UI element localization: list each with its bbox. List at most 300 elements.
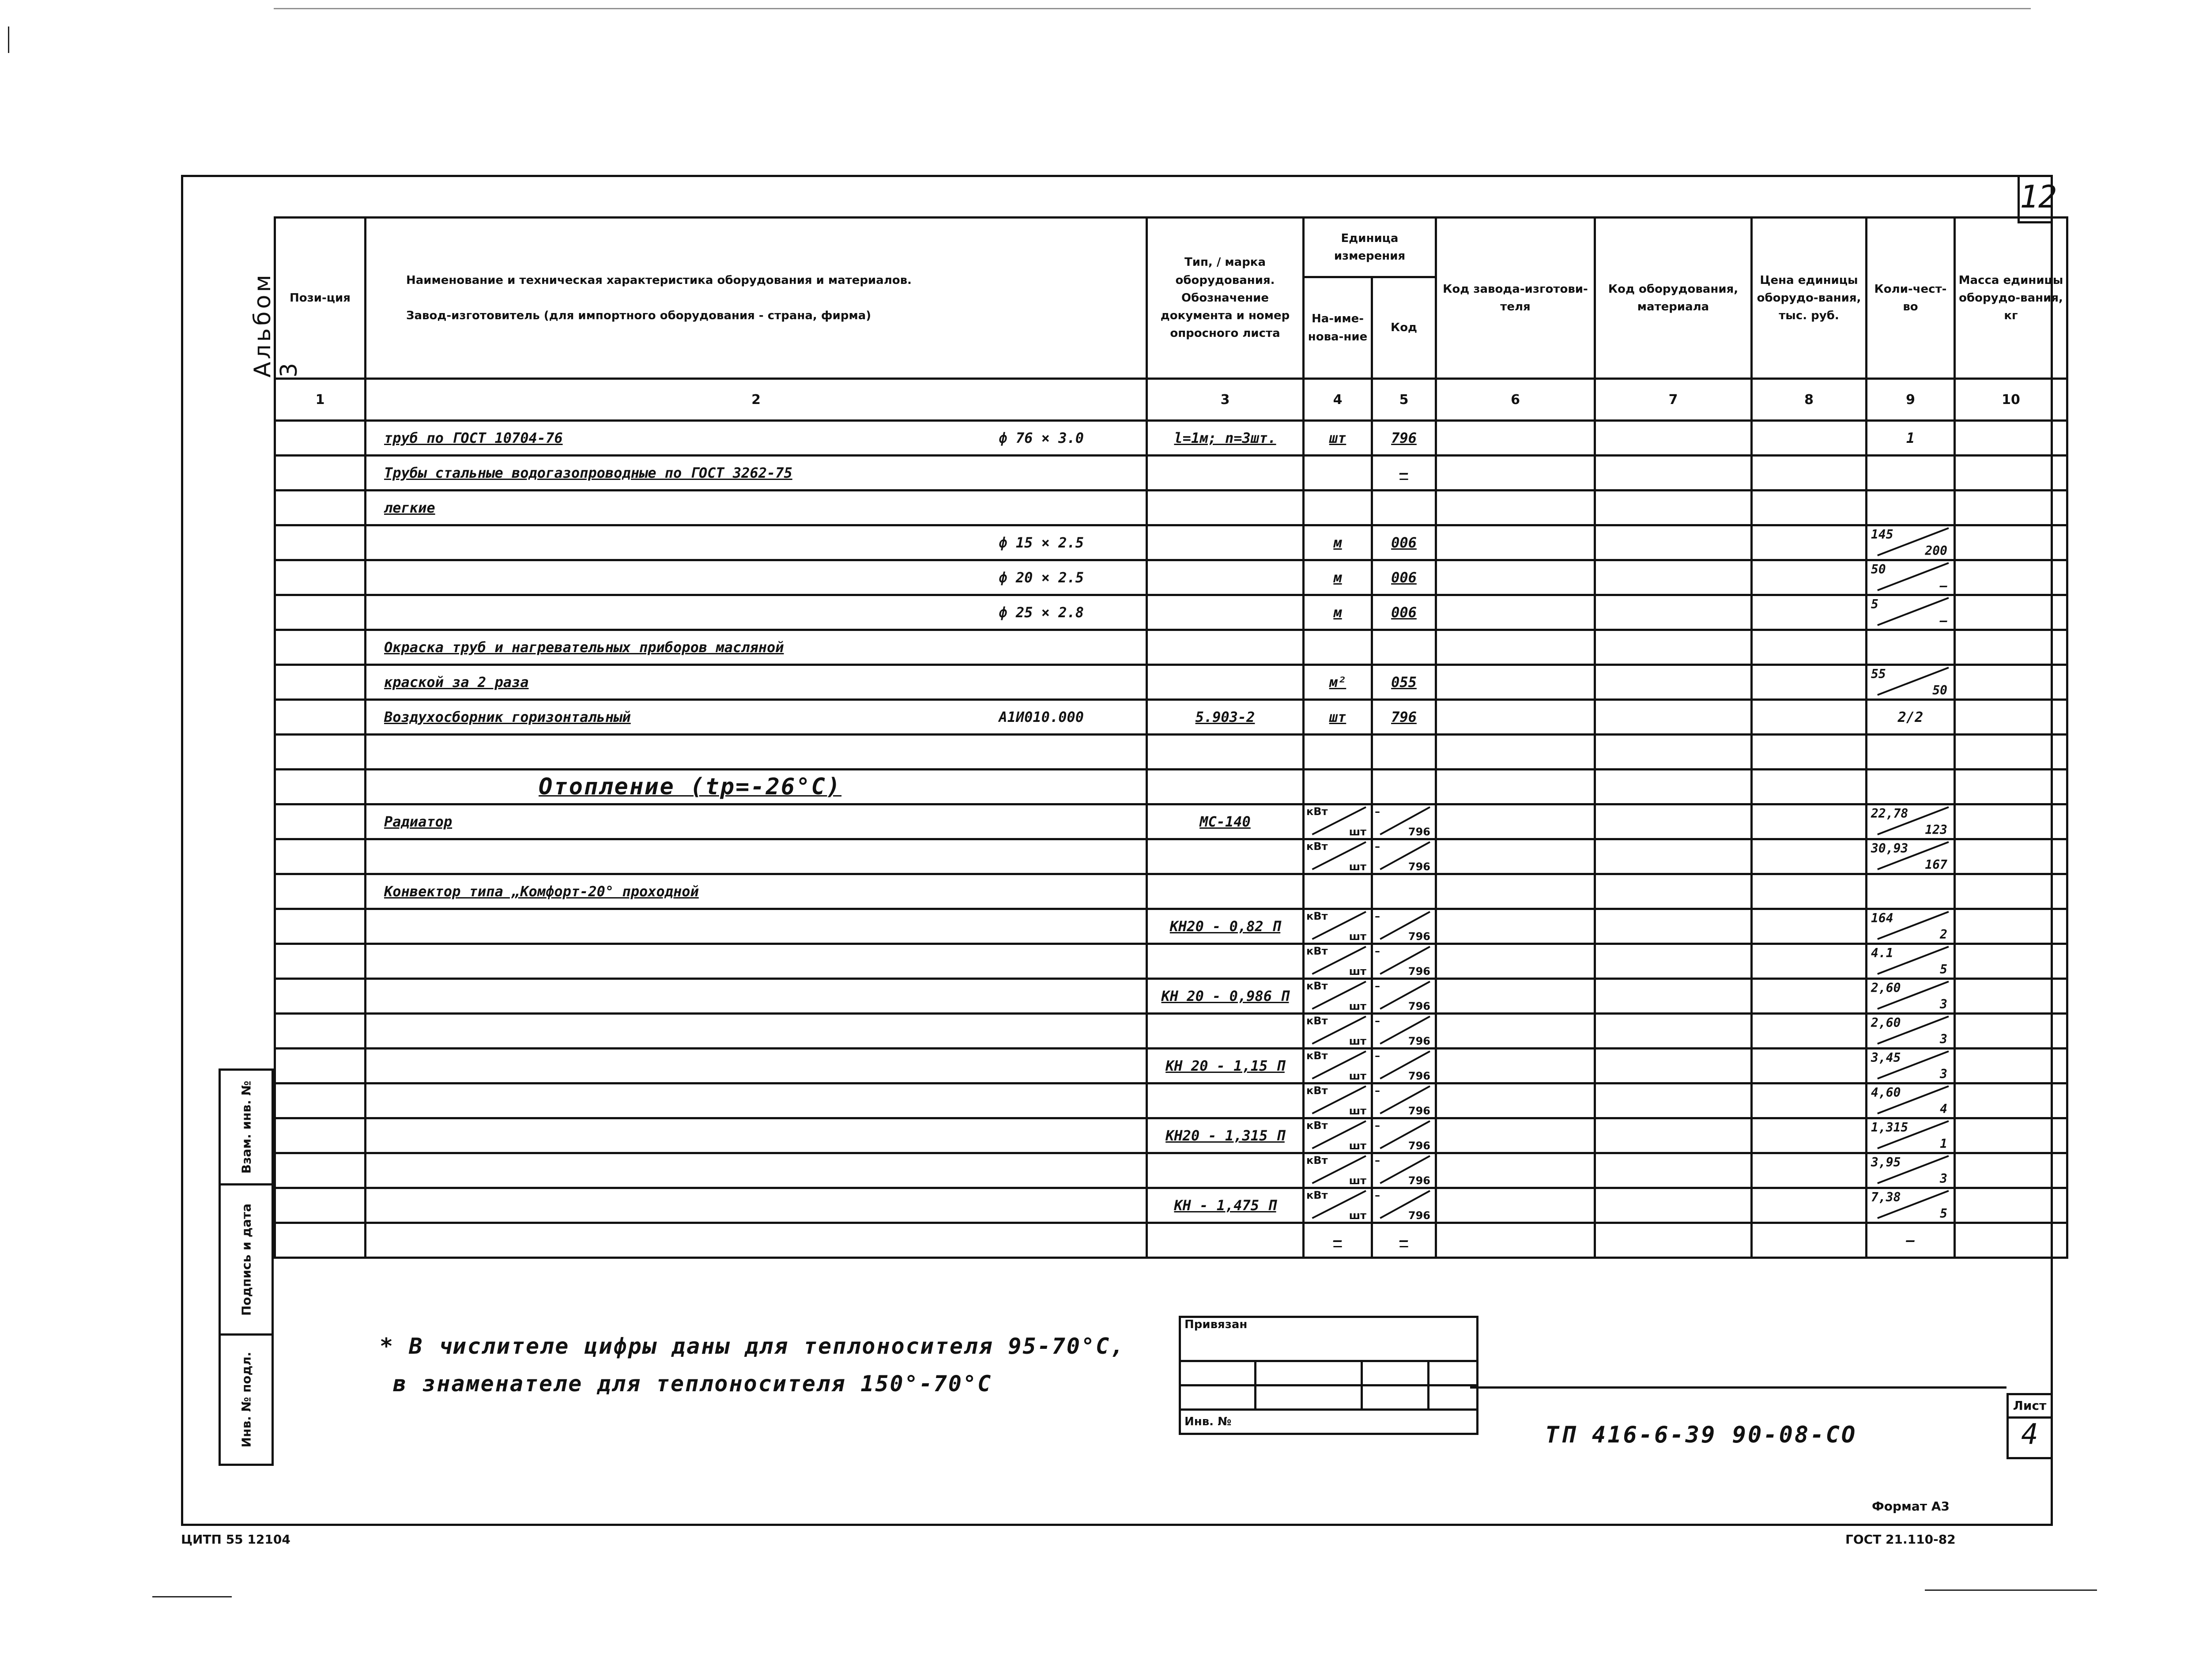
unit-top: кВт: [1306, 840, 1328, 853]
cell-quantity: [1867, 874, 1955, 909]
code-fraction: [1373, 1015, 1435, 1047]
specification-table: [274, 216, 2068, 1259]
cell-equipment-code: [1595, 735, 1752, 770]
cell-code: [1372, 1084, 1436, 1118]
cell-price: [1752, 560, 1867, 595]
unit-top: кВт: [1306, 1050, 1328, 1062]
cell-equipment-code: [1595, 839, 1752, 874]
code-bottom: 796: [1408, 1174, 1430, 1187]
cell-code: [1372, 630, 1436, 665]
code-top: –: [1375, 980, 1380, 992]
side-cell-inv-repl: [221, 1071, 272, 1185]
cell-quantity: [1867, 1223, 1955, 1258]
scan-line-left: [8, 26, 9, 53]
cell-name: [366, 1084, 1147, 1118]
quantity-fraction: [1867, 910, 1954, 943]
type-text: КН - 1,475 П: [1174, 1197, 1276, 1214]
quantity-numerator: 4.1: [1871, 946, 1893, 960]
cell-type: [1147, 735, 1304, 770]
unit-bottom: шт: [1349, 1105, 1366, 1117]
cell-quantity: [1867, 595, 1955, 630]
cell-equipment-code: [1595, 979, 1752, 1014]
cell-quantity: [1867, 1049, 1955, 1084]
cell-code: [1372, 1118, 1436, 1153]
quantity-fraction: [1867, 526, 1954, 559]
unit-bottom: шт: [1349, 1070, 1366, 1082]
header-price: Цена единицы оборудо-вания, тыс. руб.: [1752, 218, 1867, 379]
name-size: ф 15 × 2.5: [999, 534, 1084, 551]
quantity-fraction: [1867, 561, 1954, 594]
table-row: [275, 839, 2067, 874]
cell-name: [366, 665, 1147, 700]
cell-position: [275, 1049, 366, 1084]
cell-factory-code: [1436, 1153, 1595, 1188]
cell-quantity: [1867, 1153, 1955, 1188]
cell-name: [366, 770, 1147, 804]
unit-text: шт: [1329, 709, 1346, 725]
cell-name: [366, 839, 1147, 874]
code-bottom: 796: [1408, 1105, 1430, 1117]
cell-mass: [1955, 874, 2067, 909]
cell-equipment-code: [1595, 1188, 1752, 1223]
cell-price: [1752, 421, 1867, 456]
table-row: [275, 1223, 2067, 1258]
table-row: [275, 804, 2067, 839]
cell-mass: [1955, 1014, 2067, 1049]
cell-code: [1372, 804, 1436, 839]
cell-factory-code: [1436, 1188, 1595, 1223]
code-fraction: [1373, 980, 1435, 1012]
cell-type: [1147, 1084, 1304, 1118]
cell-factory-code: [1436, 491, 1595, 525]
cell-position: [275, 630, 366, 665]
cell-position: [275, 1084, 366, 1118]
quantity-denominator: 2: [1940, 927, 1947, 942]
unit-bottom: шт: [1349, 1035, 1366, 1047]
header-unit-group: Единица измерения: [1304, 218, 1436, 277]
cell-factory-code: [1436, 1049, 1595, 1084]
cell-factory-code: [1436, 944, 1595, 979]
cell-position: [275, 421, 366, 456]
col-num: 10: [1955, 379, 2067, 421]
cell-unit: [1304, 735, 1372, 770]
footnote-line1: * В числителе цифры даны для теплоносителя 95-70°С,: [380, 1333, 1125, 1359]
name-text: краской за 2 раза: [384, 674, 529, 691]
cell-name: [366, 421, 1147, 456]
cell-price: [1752, 874, 1867, 909]
table-row: [275, 735, 2067, 770]
code-text: 796: [1391, 430, 1417, 446]
cell-position: [275, 700, 366, 735]
quantity-numerator: 3,45: [1871, 1050, 1901, 1065]
cell-quantity: [1867, 839, 1955, 874]
code-top: –: [1375, 1084, 1380, 1097]
cell-position: [275, 770, 366, 804]
table-row: [275, 560, 2067, 595]
table-row: [275, 525, 2067, 560]
cell-name: [366, 1049, 1147, 1084]
cell-code: [1372, 979, 1436, 1014]
cell-code: [1372, 665, 1436, 700]
code-text: –: [1399, 464, 1408, 481]
unit-bottom: шт: [1349, 930, 1366, 943]
name-size: А1И010.000: [999, 709, 1084, 725]
quantity-denominator: 5: [1940, 1206, 1947, 1221]
cell-factory-code: [1436, 595, 1595, 630]
cell-code: [1372, 560, 1436, 595]
cell-equipment-code: [1595, 1118, 1752, 1153]
unit-text: —: [1333, 1232, 1342, 1249]
side-inv-orig: Инв. № подл.: [239, 1352, 253, 1448]
cell-unit: [1304, 979, 1372, 1014]
unit-top: кВт: [1306, 980, 1328, 992]
quantity-fraction: [1867, 805, 1954, 838]
cell-position: [275, 456, 366, 491]
table-row: [275, 1049, 2067, 1084]
cell-equipment-code: [1595, 491, 1752, 525]
cell-quantity: [1867, 665, 1955, 700]
cell-mass: [1955, 944, 2067, 979]
quantity-fraction: [1867, 1119, 1954, 1152]
table-row: [275, 979, 2067, 1014]
cell-code: [1372, 456, 1436, 491]
cell-position: [275, 909, 366, 944]
cell-name: [366, 630, 1147, 665]
cell-equipment-code: [1595, 1014, 1752, 1049]
cell-factory-code: [1436, 665, 1595, 700]
cell-mass: [1955, 1188, 2067, 1223]
cell-type: [1147, 1014, 1304, 1049]
cell-position: [275, 1118, 366, 1153]
cell-price: [1752, 979, 1867, 1014]
unit-top: кВт: [1306, 1119, 1328, 1132]
cell-position: [275, 560, 366, 595]
cell-unit: [1304, 560, 1372, 595]
code-fraction: [1373, 1050, 1435, 1082]
code-top: –: [1375, 1015, 1380, 1027]
cell-quantity: [1867, 525, 1955, 560]
cell-position: [275, 525, 366, 560]
cell-unit: [1304, 700, 1372, 735]
unit-fraction: [1305, 840, 1371, 873]
cell-code: [1372, 944, 1436, 979]
quantity-denominator: 5: [1940, 962, 1947, 977]
cell-factory-code: [1436, 421, 1595, 456]
cell-mass: [1955, 909, 2067, 944]
name-text: Воздухосборник горизонтальный: [384, 709, 631, 725]
unit-fraction: [1305, 1084, 1371, 1117]
quantity-numerator: 22,78: [1871, 806, 1908, 821]
quantity-denominator: –: [1940, 578, 1947, 593]
quantity-fraction: [1867, 666, 1954, 698]
scan-line-bottom-left: [152, 1596, 232, 1597]
cell-quantity: [1867, 1188, 1955, 1223]
cell-name: [366, 491, 1147, 525]
cell-mass: [1955, 560, 2067, 595]
cell-equipment-code: [1595, 456, 1752, 491]
table-row: [275, 595, 2067, 630]
quantity-fraction: [1867, 980, 1954, 1012]
cell-unit: [1304, 525, 1372, 560]
cell-equipment-code: [1595, 770, 1752, 804]
scan-line-bottom-right: [1925, 1589, 2097, 1591]
cell-type: [1147, 1188, 1304, 1223]
quantity-denominator: 3: [1940, 1171, 1947, 1186]
cell-mass: [1955, 979, 2067, 1014]
cell-factory-code: [1436, 1014, 1595, 1049]
header-name-line1: Наименование и техническая характеристика оборудования и материалов.: [406, 273, 912, 287]
code-text: —: [1399, 1232, 1408, 1249]
cell-code: [1372, 735, 1436, 770]
code-bottom: 796: [1408, 965, 1430, 978]
quantity-numerator: 4,60: [1871, 1085, 1901, 1100]
unit-bottom: шт: [1349, 826, 1366, 838]
cell-price: [1752, 735, 1867, 770]
cell-unit: [1304, 944, 1372, 979]
table-row: [275, 909, 2067, 944]
cell-type: [1147, 595, 1304, 630]
cell-unit: [1304, 1049, 1372, 1084]
cell-code: [1372, 1049, 1436, 1084]
type-text: l=1м; n=3шт.: [1174, 430, 1276, 446]
code-fraction: [1373, 840, 1435, 873]
cell-type: [1147, 665, 1304, 700]
cell-unit: [1304, 770, 1372, 804]
cell-quantity: [1867, 491, 1955, 525]
cell-equipment-code: [1595, 560, 1752, 595]
code-fraction: [1373, 1084, 1435, 1117]
album-label: Альбом 3: [249, 272, 302, 378]
cell-equipment-code: [1595, 525, 1752, 560]
cell-name: [366, 1188, 1147, 1223]
cell-quantity: [1867, 700, 1955, 735]
cell-type: [1147, 1118, 1304, 1153]
code-bottom: 796: [1408, 1070, 1430, 1082]
cell-code: [1372, 421, 1436, 456]
unit-text: м: [1333, 604, 1342, 621]
table-row: [275, 665, 2067, 700]
code-text: 006: [1391, 569, 1417, 586]
code-fraction: [1373, 1119, 1435, 1152]
cell-type: [1147, 804, 1304, 839]
cell-mass: [1955, 1153, 2067, 1188]
cell-position: [275, 944, 366, 979]
cell-name: [366, 525, 1147, 560]
table-row: [275, 456, 2067, 491]
code-top: –: [1375, 1050, 1380, 1062]
cell-name: [366, 804, 1147, 839]
title-block-line: [1470, 1386, 2006, 1389]
col-num: 9: [1867, 379, 1955, 421]
sheet-value: 4: [2021, 1418, 2038, 1451]
cell-price: [1752, 1118, 1867, 1153]
unit-text: м: [1333, 569, 1342, 586]
quantity-numerator: 5: [1871, 597, 1878, 612]
cell-position: [275, 804, 366, 839]
cell-name: [366, 1153, 1147, 1188]
quantity-numerator: 7,38: [1871, 1190, 1901, 1204]
cell-position: [275, 1014, 366, 1049]
code-fraction: [1373, 910, 1435, 943]
quantity-numerator: 50: [1871, 562, 1886, 577]
cell-price: [1752, 665, 1867, 700]
cell-unit: [1304, 1014, 1372, 1049]
col-num: 8: [1752, 379, 1867, 421]
cell-factory-code: [1436, 735, 1595, 770]
cell-name: [366, 909, 1147, 944]
unit-bottom: шт: [1349, 861, 1366, 873]
table-body: [275, 421, 2067, 1258]
cell-name: [366, 456, 1147, 491]
cell-name: [366, 1118, 1147, 1153]
scan-line-top: [274, 8, 2031, 9]
cell-equipment-code: [1595, 1223, 1752, 1258]
cell-quantity: [1867, 456, 1955, 491]
cell-quantity: [1867, 1118, 1955, 1153]
quantity-text: 1: [1906, 430, 1915, 446]
name-text: Окраска труб и нагревательных приборов масляной: [384, 639, 784, 656]
cell-unit: [1304, 1223, 1372, 1258]
quantity-denominator: –: [1940, 613, 1947, 628]
cell-quantity: [1867, 1084, 1955, 1118]
cell-unit: [1304, 804, 1372, 839]
cell-type: [1147, 1223, 1304, 1258]
cell-mass: [1955, 630, 2067, 665]
cell-price: [1752, 804, 1867, 839]
cell-code: [1372, 839, 1436, 874]
code-text: 796: [1391, 709, 1417, 725]
cell-mass: [1955, 665, 2067, 700]
quantity-numerator: 30,93: [1871, 841, 1908, 856]
cell-factory-code: [1436, 456, 1595, 491]
unit-top: кВт: [1306, 1154, 1328, 1167]
unit-bottom: шт: [1349, 1209, 1366, 1222]
table-row: [275, 1153, 2067, 1188]
cell-equipment-code: [1595, 1049, 1752, 1084]
name-text: Трубы стальные водогазопроводные по ГОСТ 3262-75: [384, 464, 792, 481]
cell-price: [1752, 595, 1867, 630]
type-text: 5.903-2: [1195, 709, 1255, 725]
unit-bottom: шт: [1349, 1140, 1366, 1152]
cell-equipment-code: [1595, 909, 1752, 944]
cell-factory-code: [1436, 874, 1595, 909]
cell-factory-code: [1436, 630, 1595, 665]
code-top: –: [1375, 910, 1380, 922]
gost-label: ГОСТ 21.110-82: [1845, 1532, 1956, 1547]
quantity-text: —: [1906, 1232, 1915, 1249]
unit-text: м: [1333, 534, 1342, 551]
unit-top: кВт: [1306, 910, 1328, 922]
cell-quantity: [1867, 770, 1955, 804]
cell-type: [1147, 909, 1304, 944]
quantity-numerator: 2,60: [1871, 1016, 1901, 1030]
quantity-numerator: 145: [1871, 527, 1893, 542]
quantity-fraction: [1867, 1084, 1954, 1117]
cell-equipment-code: [1595, 630, 1752, 665]
cell-equipment-code: [1595, 944, 1752, 979]
cell-unit: [1304, 1153, 1372, 1188]
cell-factory-code: [1436, 909, 1595, 944]
tie-stamp: [1179, 1316, 1478, 1435]
cell-price: [1752, 525, 1867, 560]
cell-quantity: [1867, 909, 1955, 944]
cell-mass: [1955, 1049, 2067, 1084]
cell-name: [366, 1223, 1147, 1258]
code-fraction: [1373, 1189, 1435, 1222]
quantity-denominator: 50: [1932, 683, 1947, 698]
quantity-numerator: 55: [1871, 667, 1886, 681]
code-fraction: [1373, 945, 1435, 978]
cell-factory-code: [1436, 1223, 1595, 1258]
unit-text: м²: [1329, 674, 1346, 691]
cell-factory-code: [1436, 1118, 1595, 1153]
table-row: [275, 630, 2067, 665]
format-label: Формат А3: [1872, 1499, 1950, 1514]
cell-quantity: [1867, 1014, 1955, 1049]
unit-text: шт: [1329, 430, 1346, 446]
quantity-fraction: [1867, 1015, 1954, 1047]
unit-fraction: [1305, 1015, 1371, 1047]
col-num: 3: [1147, 379, 1304, 421]
stamp-inv-label: Инв. №: [1180, 1410, 1478, 1434]
header-name: [366, 218, 1147, 379]
unit-fraction: [1305, 1050, 1371, 1082]
unit-bottom: шт: [1349, 1174, 1366, 1187]
cell-mass: [1955, 595, 2067, 630]
table-row: [275, 700, 2067, 735]
header-equipment-code: Код оборудования, материала: [1595, 218, 1752, 379]
header-position: Пози-ция: [275, 218, 366, 379]
type-text: КН20 - 0,82 П: [1169, 918, 1281, 935]
cell-type: [1147, 421, 1304, 456]
code-text: 006: [1391, 604, 1417, 621]
sheet-label-box: [2006, 1393, 2053, 1459]
col-num: 7: [1595, 379, 1752, 421]
cell-code: [1372, 909, 1436, 944]
quantity-denominator: 1: [1940, 1136, 1947, 1151]
cell-mass: [1955, 421, 2067, 456]
side-sign-date: Подпись и дата: [239, 1203, 253, 1316]
quantity-fraction: [1867, 1189, 1954, 1222]
cell-price: [1752, 1049, 1867, 1084]
table-row: [275, 1014, 2067, 1049]
cell-name: [366, 1014, 1147, 1049]
cell-name: [366, 979, 1147, 1014]
cell-unit: [1304, 595, 1372, 630]
cell-quantity: [1867, 804, 1955, 839]
col-num: 2: [366, 379, 1147, 421]
header-name-line2: Завод-изготовитель (для импортного оборудования - страна, фирма): [406, 309, 871, 322]
cell-position: [275, 874, 366, 909]
cell-quantity: [1867, 421, 1955, 456]
cell-mass: [1955, 804, 2067, 839]
code-text: 055: [1391, 674, 1417, 691]
cell-mass: [1955, 735, 2067, 770]
side-cell-sign-date: [221, 1185, 272, 1336]
code-top: –: [1375, 805, 1380, 818]
quantity-text: 2/2: [1897, 709, 1923, 725]
side-inv-repl: Взам. инв. №: [239, 1080, 253, 1174]
col-num: 5: [1372, 379, 1436, 421]
header-quantity: Коли-чест-во: [1867, 218, 1955, 379]
cell-type: [1147, 560, 1304, 595]
cell-code: [1372, 1153, 1436, 1188]
name-size: ф 25 × 2.8: [999, 604, 1084, 621]
code-bottom: 796: [1408, 1209, 1430, 1222]
unit-fraction: [1305, 1189, 1371, 1222]
table-row: [275, 1118, 2067, 1153]
cell-equipment-code: [1595, 595, 1752, 630]
